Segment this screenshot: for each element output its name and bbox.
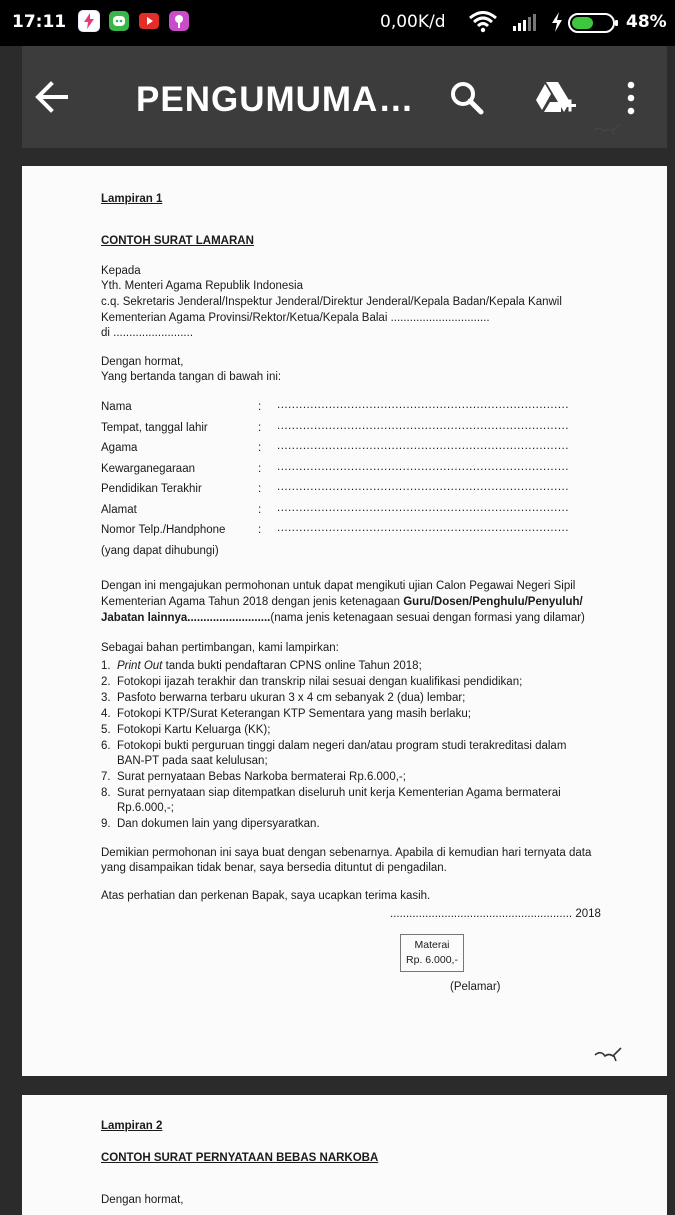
field-colon: :: [258, 463, 262, 475]
stamp-label: Materai: [414, 939, 450, 951]
battery-icon: [568, 13, 620, 38]
document-page-1[interactable]: [22, 166, 667, 1076]
field-dots: ...............................................................................: [277, 399, 569, 411]
chat-app-icon: [108, 10, 130, 32]
field-label: Nama: [101, 401, 132, 413]
list-item: [101, 659, 422, 673]
status-time: 17:11: [12, 12, 67, 32]
field-label: Alamat: [101, 504, 137, 516]
flash-app-icon: [78, 10, 100, 32]
field-note: (yang dapat dihubungi): [101, 545, 219, 557]
signer-label: (Pelamar): [450, 981, 501, 993]
field-dots: ...............................................................................: [277, 440, 569, 452]
handwritten-mark: [592, 120, 624, 141]
date-line: ......................................................... 2018: [390, 908, 601, 920]
field-dots: ...............................................................................: [277, 420, 569, 432]
back-arrow-icon[interactable]: [35, 81, 69, 118]
duty-stamp-box: [400, 934, 464, 972]
list-item-text: Pasfoto berwarna terbaru ukuran 3 x 4 cm sebanyak 2 (dua) lembar;: [117, 692, 466, 704]
address-line: Yth. Menteri Agama Republik Indonesia: [101, 280, 304, 292]
list-item-text: Surat pernyataan siap ditempatkan diseluruh unit kerja Kementerian Agama bermaterai: [117, 787, 561, 799]
closing-line: Demikian permohonan ini saya buat dengan sebenarnya. Apabila di kemudian hari ternyata data: [101, 847, 592, 859]
app-bar: [22, 46, 667, 148]
address-line: di .........................: [101, 327, 194, 339]
list-item-text: Fotokopi Kartu Keluarga (KK);: [117, 724, 271, 736]
field-colon: :: [258, 483, 262, 495]
more-options-icon[interactable]: [625, 80, 637, 121]
list-item: [101, 707, 471, 721]
job-types-text: Guru/Dosen/Penghulu/Penyuluh/: [403, 596, 583, 608]
field-label: Nomor Telp./Handphone: [101, 524, 226, 536]
page-heading: Lampiran 1: [101, 193, 163, 205]
handwritten-mark: [593, 1044, 627, 1065]
list-number: 5.: [101, 724, 111, 736]
field-label: Pendidikan Terakhir: [101, 483, 202, 495]
attachments-intro: Sebagai bahan pertimbangan, kami lampirkan:: [101, 642, 339, 654]
list-number: 7.: [101, 771, 111, 783]
list-item-continuation: BAN-PT pada saat kelulusan;: [117, 755, 268, 767]
address-line: c.q. Sekretaris Jenderal/Inspektur Jenderal/Direktur Jenderal/Kepala Badan/Kepala Kanwil: [101, 296, 562, 308]
greeting-line: Dengan hormat,: [101, 356, 184, 368]
paragraph-line: [101, 595, 583, 609]
list-number: 9.: [101, 818, 111, 830]
list-number: 3.: [101, 692, 111, 704]
youtube-icon: [138, 10, 160, 32]
list-number: 8.: [101, 787, 111, 799]
paragraph-line: [101, 611, 585, 625]
document-page-2[interactable]: [22, 1095, 667, 1215]
closing-line: yang disampaikan tidak benar, saya bersedia dituntut di pengadilan.: [101, 862, 447, 874]
list-item: [101, 817, 320, 831]
list-item: [101, 786, 561, 800]
field-dots: ...............................................................................: [277, 522, 569, 534]
list-item-text: Surat pernyataan Bebas Narkoba bermaterai Rp.6.000,-;: [117, 771, 406, 783]
job-types-text: Jabatan lainnya..........................: [101, 612, 271, 624]
add-to-drive-icon[interactable]: [533, 80, 577, 123]
list-number: 6.: [101, 740, 111, 752]
page-subheading: CONTOH SURAT PERNYATAAN BEBAS NARKOBA: [101, 1152, 379, 1164]
field-dots: ...............................................................................: [277, 461, 569, 473]
podcast-app-icon: [168, 10, 190, 32]
stamp-value: Rp. 6.000,-: [406, 954, 458, 966]
document-title: PENGUMUMA…: [136, 80, 415, 119]
list-item: [101, 723, 270, 737]
greeting-line: Yang bertanda tangan di bawah ini:: [101, 371, 282, 383]
list-item-text: Fotokopi ijazah terakhir dan transkrip nilai sesuai dengan kualifikasi pendidikan;: [117, 676, 523, 688]
list-item-continuation: Rp.6.000,-;: [117, 802, 174, 814]
list-item: [101, 675, 522, 689]
field-colon: :: [258, 422, 262, 434]
address-line: Kementerian Agama Provinsi/Rektor/Ketua/Kepala Balai ...............................: [101, 312, 490, 324]
greeting-line: Dengan hormat,: [101, 1194, 184, 1206]
list-item-text: Dan dokumen lain yang dipersyaratkan.: [117, 818, 320, 830]
field-dots: ...............................................................................: [277, 502, 569, 514]
list-item-text: Fotokopi KTP/Surat Keterangan KTP Sementara yang masih berlaku;: [117, 708, 471, 720]
thanks-line: Atas perhatian dan perkenan Bapak, saya ucapkan terima kasih.: [101, 890, 431, 902]
list-item: [101, 770, 406, 784]
paragraph-text: (nama jenis ketenagaan sesuai dengan formasi yang dilamar): [270, 612, 585, 624]
paragraph-text: Kementerian Agama Tahun 2018 dengan jenis ketenagaan: [101, 596, 404, 608]
list-number: 4.: [101, 708, 111, 720]
signal-icon: [512, 12, 538, 37]
address-line: Kepada: [101, 265, 141, 277]
paragraph-line: Dengan ini mengajukan permohonan untuk dapat mengikuti ujian Calon Pegawai Negeri Sipil: [101, 580, 576, 592]
network-speed: 0,00K/d: [380, 12, 446, 32]
field-colon: :: [258, 442, 262, 454]
list-number: 2.: [101, 676, 111, 688]
field-label: Tempat, tanggal lahir: [101, 422, 208, 434]
field-colon: :: [258, 504, 262, 516]
list-item-emphasis: Print Out: [117, 660, 163, 672]
list-item-text: Fotokopi bukti perguruan tinggi dalam negeri dan/atau program studi terakreditasi dalam: [117, 740, 567, 752]
list-number: 1.: [101, 660, 111, 672]
list-item: [101, 691, 465, 705]
wifi-icon: [468, 11, 498, 38]
list-item: [101, 739, 566, 753]
field-colon: :: [258, 401, 262, 413]
page-heading: Lampiran 2: [101, 1120, 163, 1132]
charging-icon: [550, 11, 564, 38]
page-subheading: CONTOH SURAT LAMARAN: [101, 235, 254, 247]
field-colon: :: [258, 524, 262, 536]
field-label: Agama: [101, 442, 138, 454]
field-dots: ...............................................................................: [277, 481, 569, 493]
search-icon[interactable]: [449, 80, 485, 121]
status-bar: [0, 0, 675, 46]
list-item-text: tanda bukti pendaftaran CPNS online Tahun 2018;: [162, 660, 422, 672]
field-label: Kewarganegaraan: [101, 463, 195, 475]
battery-percent: 48%: [626, 12, 667, 32]
